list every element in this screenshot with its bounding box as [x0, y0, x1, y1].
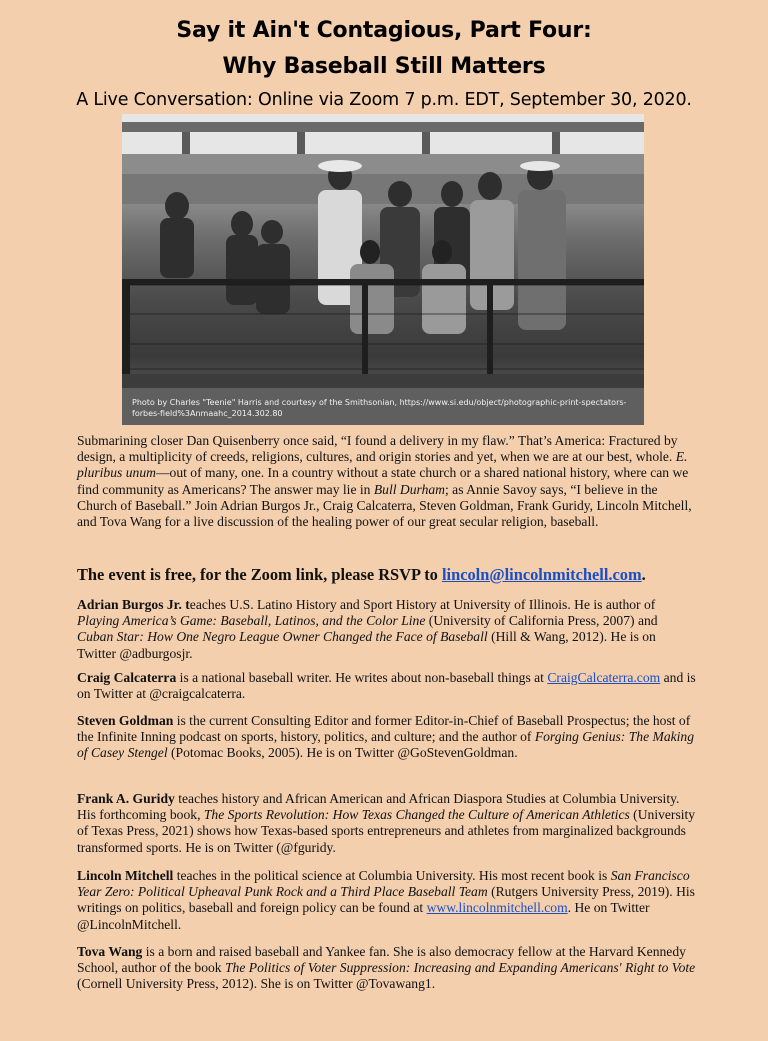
bio-text: (Potomac Books, 2005). He is on Twitter @GoStevenGoldman. — [167, 745, 518, 761]
event-subtitle: A Live Conversation: Online via Zoom 7 p.m. EDT, September 30, 2020. — [76, 90, 692, 110]
title-line-1: Say it Ain't Contagious, Part Four: — [176, 18, 592, 43]
bio-text: . He on Twitter @LincolnMitchell. — [77, 900, 650, 932]
book-title: The Politics of Voter Suppression: Increasing and Expanding Americans' Right to Vote — [225, 960, 696, 976]
book-title: The Sports Revolution: How Texas Changed the Culture of American Athletics — [203, 807, 630, 823]
bio-text: and is on Twitter at @craigcalcaterra. — [77, 670, 696, 702]
bio-text: (University of California Press, 2007) and — [425, 613, 658, 629]
intro-motto: E. pluribus unum — [77, 449, 688, 481]
bio-calcaterra — [77, 670, 697, 702]
intro-text-1: Submarining closer Dan Quisenberry once said, “I found a delivery in my flaw.” That’s America: Fractured by design, a multiplicity of creeds, religions, cultures, and origin stories and yet, when we are at our best, whole. — [77, 433, 678, 465]
bio-name: Steven Goldman — [77, 713, 174, 728]
rsvp-email-link[interactable]: lincoln@lincolnmitchell.com — [441, 565, 642, 584]
spectators-photo — [122, 114, 644, 425]
rsvp-text: The event is free, for the Zoom link, please RSVP to — [77, 565, 442, 584]
rsvp-line — [77, 565, 717, 585]
rsvp-end: . — [641, 565, 646, 584]
book-title: Cuban Star: How One Negro League Owner Changed the Face of Baseball — [77, 629, 488, 645]
bio-wang — [77, 944, 697, 993]
bio-name: Tova Wang — [77, 944, 143, 959]
intro-text-3: ; as Annie Savoy says, “I believe in the Church of Baseball.” Join Adrian Burgos Jr., Craig Calcaterra, Steven Goldman, Frank Guridy, Lincoln Mitchell, and Tova Wang for a live discussion of the healing power of our great secular religion, baseball. — [77, 481, 692, 530]
book-title: Forging Genius: The Making of Casey Stengel — [77, 729, 695, 761]
title-line-2: Why Baseball Still Matters — [222, 54, 546, 79]
photo-credit: Photo by Charles "Teenie" Harris and courtesy of the Smithsonian, https://www.si.edu/object/photographic-print-spectators-forbes-field%3Anmaahc_2014.302.80 — [132, 398, 627, 418]
bio-burgos — [77, 597, 697, 662]
bio-text: is a born and raised baseball and Yankee fan. She is also democracy fellow at the Harvard Kennedy School, author of the book — [77, 944, 686, 976]
bio-text: (Rutgers University Press, 2019). His writings on politics, baseball and foreign policy can be found at — [77, 884, 695, 916]
bio-text: (Cornell University Press, 2012). She is on Twitter @Tovawang1. — [77, 976, 436, 992]
bio-text: teaches in the political science at Columbia University. His most recent book is — [173, 868, 611, 883]
bio-guridy — [77, 791, 697, 856]
mitchell-website-link[interactable]: www.lincolnmitchell.com — [426, 900, 568, 916]
bio-name: Craig Calcaterra — [77, 670, 177, 685]
photo-illustration — [122, 114, 644, 425]
bio-text: is a national baseball writer. He writes about non-baseball things at — [176, 670, 548, 685]
book-title: San Francisco Year Zero: Political Upheaval Punk Rock and a Third Place Baseball Team — [77, 868, 690, 900]
bio-text: (University of Texas Press, 2021) shows how Texas-based sports entrepreneurs and athletes from marginalized backgrounds transformed sports. He is on Twitter (@fguridy. — [77, 807, 696, 855]
bio-name: Frank A. Guridy — [77, 791, 175, 806]
intro-paragraph — [77, 433, 697, 530]
bio-text: eaches U.S. Latino History and Sport History at University of Illinois. He is author of — [189, 597, 656, 612]
bio-name: Adrian Burgos Jr. t — [77, 597, 190, 612]
calcaterra-website-link[interactable]: CraigCalcaterra.com — [547, 670, 661, 685]
intro-film-title: Bull Durham — [373, 481, 445, 497]
bio-text: teaches history and African American and African Diaspora Studies at Columbia University. His forthcoming book, — [77, 791, 680, 823]
book-title: Playing America’s Game: Baseball, Latinos, and the Color Line — [77, 613, 426, 629]
intro-text-2: —out of many, one. In a country without a state church or a shared national history, where can we find community as Americans? The answer may lie in — [77, 465, 689, 497]
bio-text: is the current Consulting Editor and former Editor-in-Chief of Baseball Prospectus; the host of the Infinite Inning podcast on sports, history, politics, and culture; and the author of — [77, 713, 691, 745]
bio-text: (Hill & Wang, 2012). He is on Twitter @adburgosjr. — [77, 629, 656, 661]
bio-goldman — [77, 713, 697, 762]
bio-mitchell — [77, 868, 697, 933]
bio-name: Lincoln Mitchell — [77, 868, 174, 883]
